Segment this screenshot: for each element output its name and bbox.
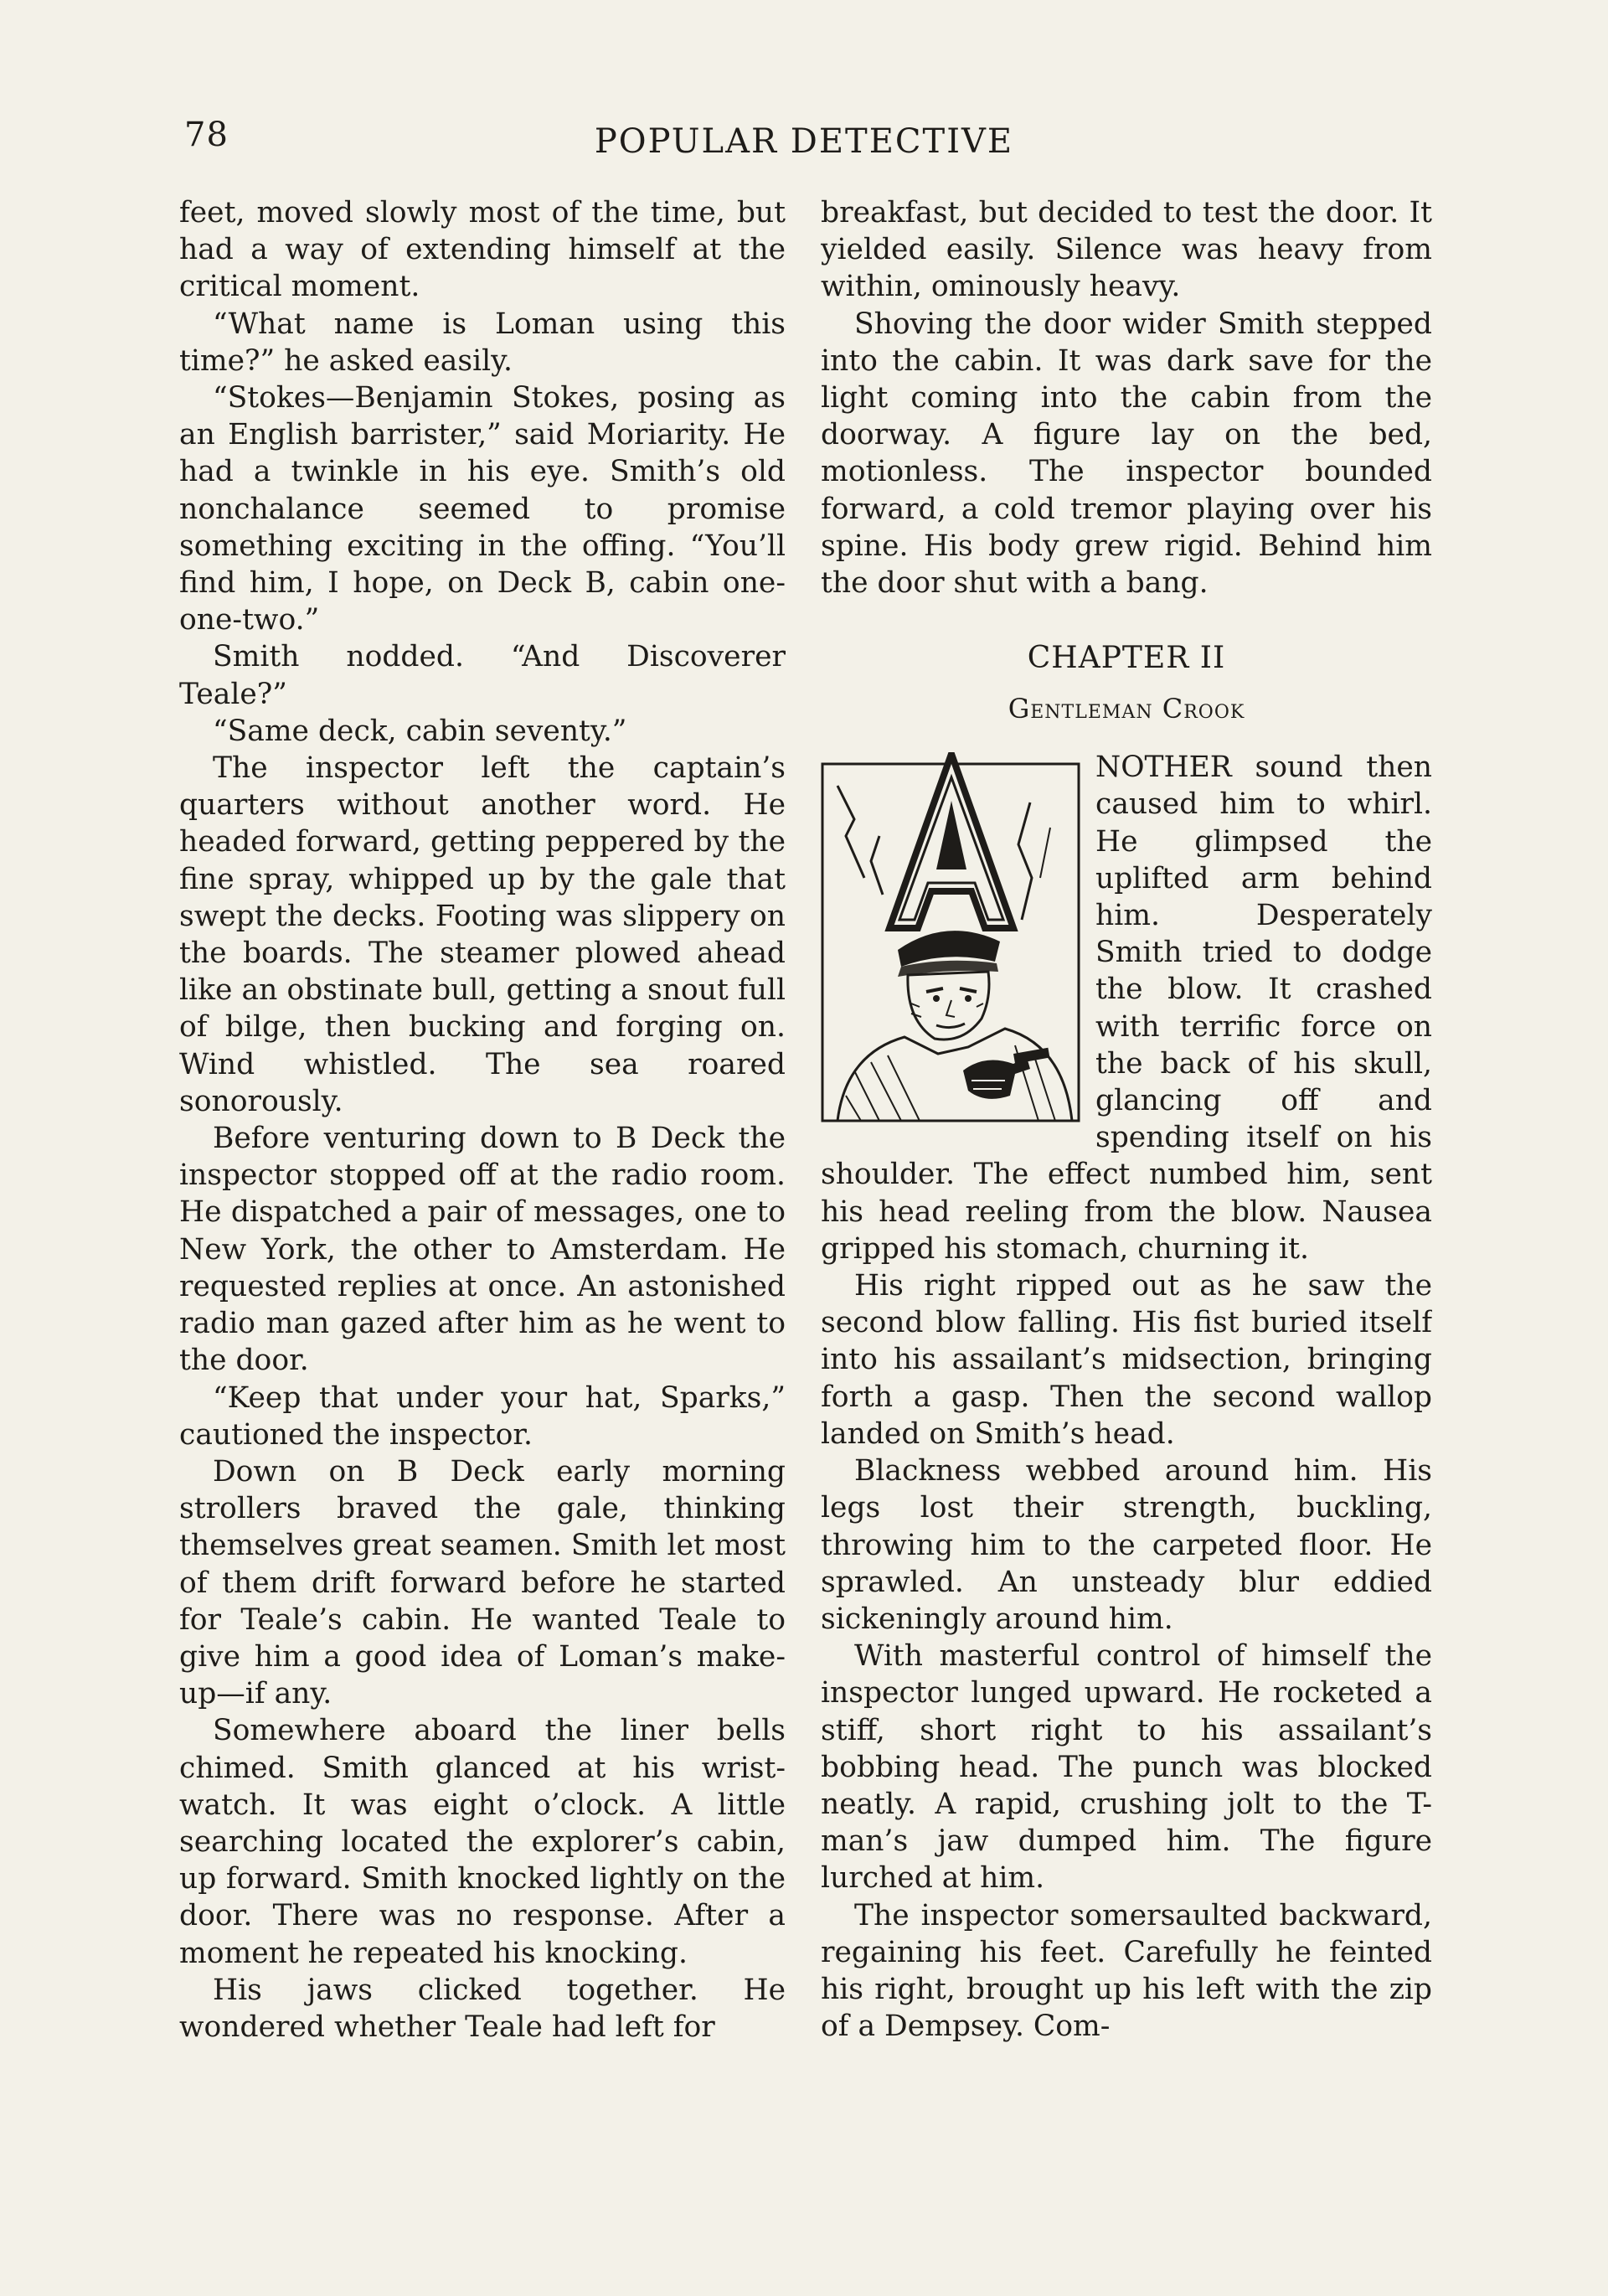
paragraph: breakfast, but decided to test the door. It yielded easily. Silence was heavy from within, ominously heavy. [821,196,1432,304]
paragraph: Down on B Deck early morning strollers braved the gale, thinking themselves great seamen. Smith let most of them drift forward before he started for Teale’s cabin. He wanted Teale to give him a good idea of Loman’s make-up—if any. [179,1454,786,1711]
drop-cap-illustration [821,752,1082,1122]
chapter-subtitle: Gentleman Crook [1008,693,1245,725]
running-head: POPULAR DETECTIVE [594,122,1014,161]
chapter-first-paragraph: NOTHER sound then caused him to whirl. He glimpsed the uplifted arm behind him. Desperately Smith tried to dodge the blow. It crashed with terrific force on the back of his skull, glancing off and spending itself on his shoulder. The effect numbed him, sent his head reeling from the blow. Nausea gripped his stomach, churning it. [821,751,1432,1266]
paragraph: The inspector left the captain’s quarters without another word. He headed forward, getting peppered by the fine spray, whipped up by the gale that swept the decks. Footing was slippery on the boards. The steamer plowed ahead like an obstinate bull, getting a snout full of bilge, then bucking and forging on. Wind whistled. The sea roared sonorously. [179,751,786,1118]
page-number: 78 [184,116,229,154]
paragraph: “Stokes—Benjamin Stokes, posing as an English barrister,” said Moriarity. He had a twinkle in his eye. Smith’s old nonchalance seemed to promise something exciting in the offing. “You’ll find him, I hope, on Deck B, cabin one-one-two.” [179,381,786,637]
paragraph: The inspector somersaulted backward, regaining his feet. Carefully he feinted his right, brought up his left with the zip of a Dempsey. Com- [821,1898,1432,2044]
paragraph: feet, moved slowly most of the time, but had a way of extending himself at the critical moment. [179,196,786,304]
paragraph: His right ripped out as he saw the second blow falling. His fist buried itself into his assailant’s midsection, bringing forth a gasp. Then the second wallop landed on Smith’s head. [821,1269,1432,1451]
paragraph: Somewhere aboard the liner bells chimed. Smith glanced at his wrist-watch. It was eight o’clock. A little searching located the explorer’s cabin, up forward. Smith knocked lightly on the door. There was no response. After a moment he repeated his knocking. [179,1714,786,1970]
right-column [821,194,1432,2154]
paragraph: With masterful control of himself the inspector lunged upward. He rocketed a stiff, short right to his assailant’s bobbing head. The punch was blocked neatly. A rapid, crushing jolt to the T-man’s jaw dumped him. The figure lurched at him. [821,1639,1432,1896]
paragraph: Blackness webbed around him. His legs lost their strength, buckling, throwing him to the carpeted floor. He sprawled. An unsteady blur eddied sickeningly around him. [821,1454,1432,1636]
chapter-heading: CHAPTER II [1027,641,1226,676]
paragraph: Shoving the door wider Smith stepped into the cabin. It was dark save for the light coming into the cabin from the doorway. A figure lay on the bed, motionless. The inspector bounded forward, a cold tremor playing over his spine. His body grew rigid. Behind him the door shut with a bang. [821,307,1432,601]
paragraph: “Keep that under your hat, Sparks,” cautioned the inspector. [179,1380,786,1452]
paragraph: Smith nodded. “And Discoverer Teale?” [179,640,786,711]
paragraph: His jaws clicked together. He wondered whether Teale had left for [179,1973,786,2044]
detective-illustration-icon [821,752,1082,1122]
paragraph: Before venturing down to B Deck the inspector stopped off at the radio room. He dispatched a pair of messages, one to New York, the other to Amsterdam. He requested replies at once. An astonished radio man gazed after him as he went to the door. [179,1122,786,1378]
paragraph: “What name is Loman using this time?” he asked easily. [179,307,786,378]
paragraph: “Same deck, cabin seventy.” [213,714,627,748]
left-column [179,194,786,2154]
